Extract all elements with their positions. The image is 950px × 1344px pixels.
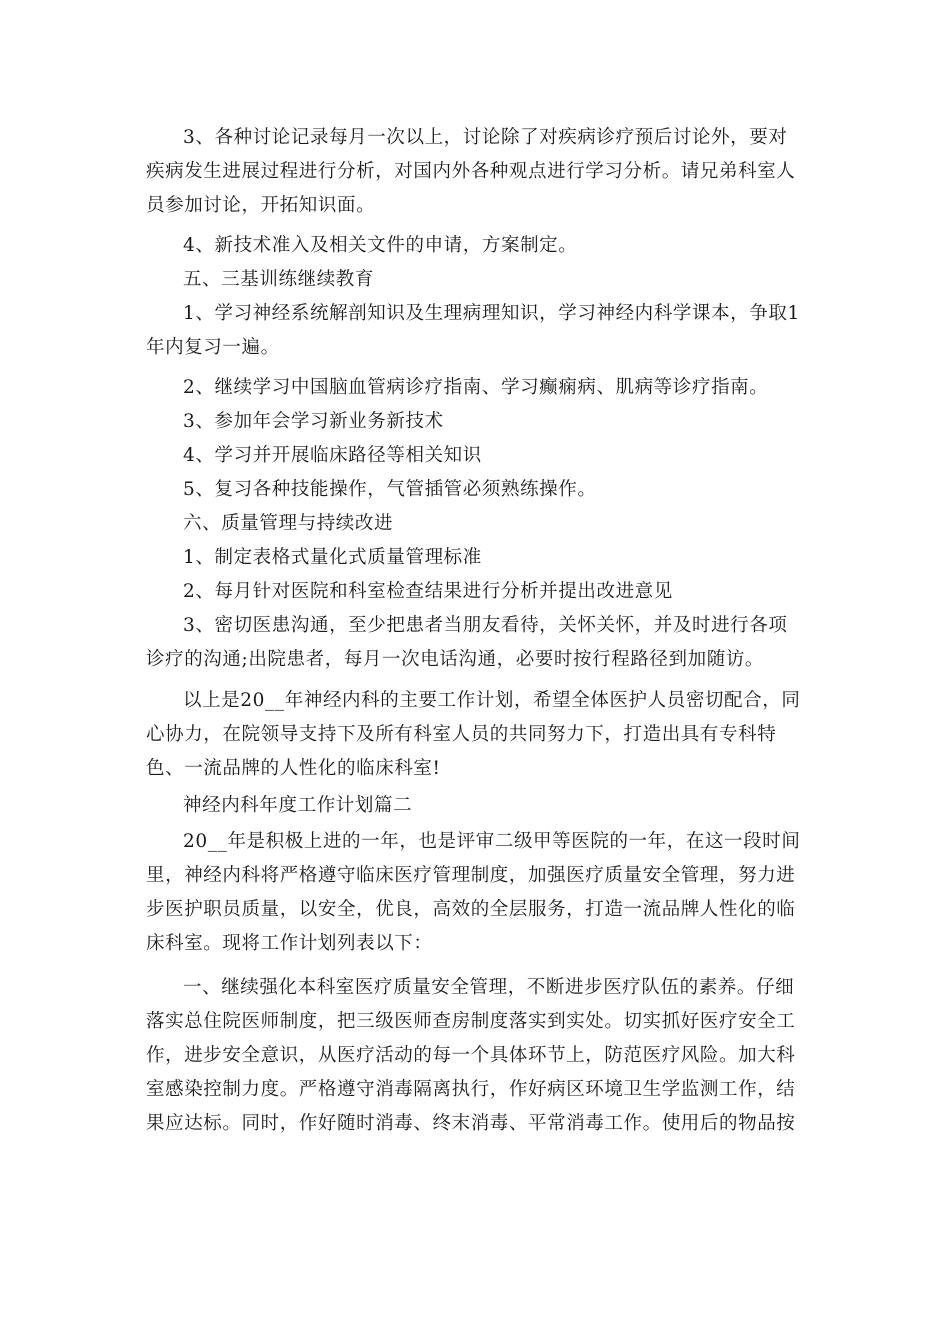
paragraph-discussion-records: 3、各种讨论记录每月一次以上，讨论除了对疾病诊疗预后讨论外，要对疾病发生进展过程进行分析，对国内外各种观点进行学习分析。请兄弟科室人员参加讨论，开拓知识面。 (146, 127, 796, 216)
paragraph-communication: 3、密切医患沟通，至少把患者当朋友看待，关怀关怀，并及时进行各项诊疗的沟通;出院患者，每月一次电话沟通，必要时按行程路径到加随访。 (146, 615, 788, 670)
paragraph-annual-meeting: 3、参加年会学习新业务新技术 (183, 411, 444, 432)
paragraph-clinical-pathway: 4、学习并开展临床路径等相关知识 (183, 445, 482, 466)
section-heading-quality: 六、质量管理与持续改进 (183, 513, 394, 534)
paragraph-summary: 以上是20__年神经内科的主要工作计划，希望全体医护人员密切配合，同心协力，在院领导支持下及所有科室人员的共同努力下，打造出具有专科特色、一流品牌的人性化的临床科室! (146, 690, 801, 779)
paragraph-quality-safety: 一、继续强化本科室医疗质量安全管理，不断进步医疗队伍的素养。仔细落实总住院医师制度，把三级医师查房制度落实到实处。切实抓好医疗安全工作，进步安全意识，从医疗活动的每一个具体环节上，防范医疗风险。加大科室感染控制力度。严格遵守消毒隔离执行，作好病区环境卫生学监测工作，结果应达标。同时，作好随时消毒、终末消毒、平常消毒工作。使用后的物品按 (146, 977, 796, 1134)
paragraph-quality-standard: 1、制定表格式量化式质量管理标准 (183, 547, 482, 568)
section-title-part-two: 神经内科年度工作计划篇二 (183, 795, 413, 816)
paragraph-skills-review: 5、复习各种技能操作，气管插管必须熟练操作。 (183, 479, 597, 500)
paragraph-monthly-analysis: 2、每月针对医院和科室检查结果进行分析并提出改进意见 (183, 581, 673, 602)
paragraph-study-anatomy: 1、学习神经系统解剖知识及生理病理知识，学习神经内科学课本，争取1年内复习一遍。 (146, 303, 800, 358)
paragraph-study-guidelines: 2、继续学习中国脑血管病诊疗指南、学习癫痫病、肌病等诊疗指南。 (183, 377, 769, 398)
paragraph-intro-part-two: 20__年是积极上进的一年，也是评审二级甲等医院的一年，在这一段时间里，神经内科将严格遵守临床医疗管理制度，加强医疗质量安全管理，努力进步医护职员质量，以安全，优良，高效的全层服务，打造一流品牌人性化的临床科室。现将工作计划列表以下： (146, 831, 801, 954)
paragraph-new-technology: 4、新技术准入及相关文件的申请，方案制定。 (183, 235, 578, 256)
section-heading-training: 五、三基训练继续教育 (183, 269, 375, 290)
